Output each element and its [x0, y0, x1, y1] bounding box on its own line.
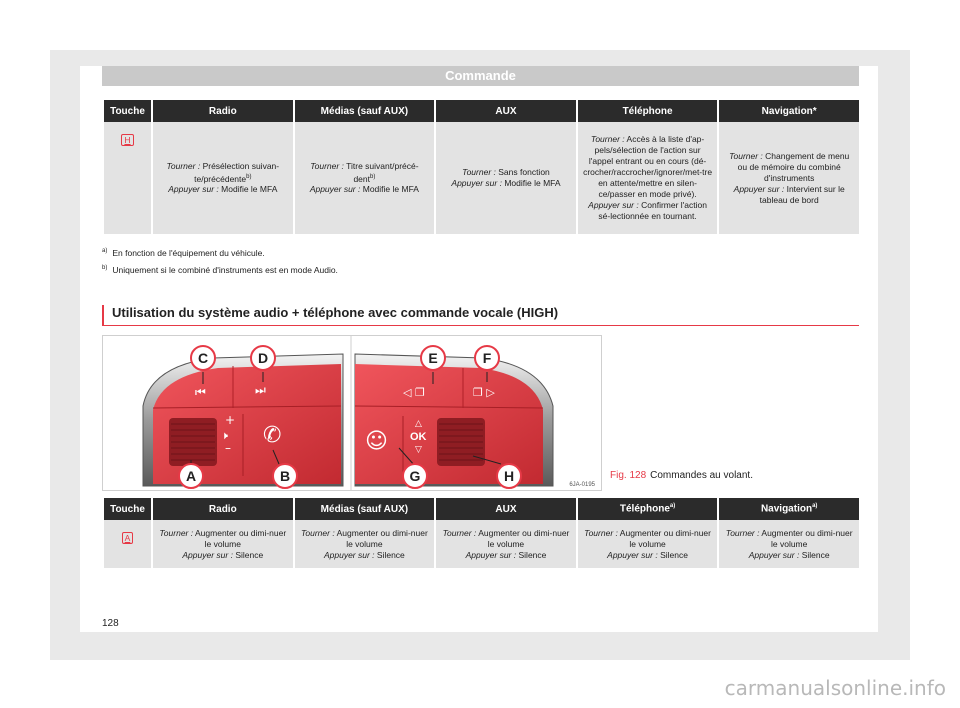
press-text: Silence [660, 549, 688, 560]
turn-text: Augmenter ou dimi-nuer le volume [336, 527, 428, 549]
figure-number: Fig. 128 [610, 470, 647, 481]
press-label: Appuyer sur : [748, 549, 800, 560]
svg-text:E: E [428, 350, 438, 366]
svg-text:F: F [482, 350, 492, 366]
right-control-panel [355, 346, 596, 488]
press-label: Appuyer sur : [451, 178, 502, 188]
press-label: Appuyer sur : [733, 183, 785, 194]
section-title: Utilisation du système audio + téléphone avec commande vocale (HIGH) [102, 305, 859, 326]
col-header-phone: Téléphone [578, 100, 718, 122]
turn-text: Accès à la liste d'ap-pels/sélection de l'action sur l'appel entrant ou en cours (dé-crocher/raccrocher/ignorer/met-tre en attente/mettre en silen-ce/passer en mode privé). [583, 134, 713, 199]
col-header-key: Touche [104, 100, 151, 122]
turn-label: Tourner : [159, 527, 194, 538]
table-header-row [104, 100, 859, 122]
caption-text: Commandes au volant. [650, 470, 753, 481]
radio-cell [153, 122, 293, 234]
table-row [104, 122, 859, 234]
svg-text:B: B [279, 468, 291, 484]
turn-label: Tourner : [310, 160, 344, 171]
turn-text: Titre suivant/précé-dent [346, 160, 419, 184]
press-label: Appuyer sur : [168, 184, 219, 195]
turn-label: Tourner : [729, 150, 763, 161]
table-row [104, 520, 859, 568]
press-text: Confirmer l'action sé-lectionnée en tournant. [598, 200, 707, 221]
col-header-phone: Téléphone$^{a)}$ [578, 498, 718, 520]
figure-caption [610, 470, 753, 481]
figure-code: 6JA-0195 [569, 482, 595, 488]
turn-label: Tourner : [166, 160, 201, 171]
footnotes [102, 248, 338, 282]
turn-text: Augmenter ou dimi-nuer le volume [478, 527, 570, 549]
footnote-text: En fonction de l'équipement du véhicule. [112, 248, 265, 258]
radio-cell [153, 520, 293, 568]
col-header-media: Médias (sauf AUX) [295, 100, 435, 122]
col-header-radio: Radio [153, 100, 293, 122]
callout-label [497, 464, 521, 488]
col-header-nav: Navigation* [719, 100, 859, 122]
down-arrow-icon: ▽ [415, 445, 422, 455]
page-number: 128 [102, 618, 119, 629]
phone-cell [578, 122, 718, 234]
plus-icon: + [225, 413, 236, 427]
mute-icon: 🕨 [221, 429, 228, 442]
press-text: Modifie le MFA [221, 184, 278, 195]
svg-text:A: A [185, 468, 197, 484]
footnote [102, 248, 338, 258]
turn-text: Sans fonction [498, 167, 550, 177]
col-header-media: Médias (sauf AUX) [295, 498, 435, 520]
press-label: Appuyer sur : [588, 200, 639, 210]
turn-label: Tourner : [590, 134, 625, 144]
svg-text:H: H [503, 468, 515, 484]
turn-text: Augmenter ou dimi-nuer le volume [195, 527, 287, 549]
press-text: Silence [376, 549, 405, 560]
press-text: Modifie le MFA [362, 184, 419, 195]
footnote-text: Uniquement si le combiné d'instruments est en mode Audio. [112, 265, 338, 275]
turn-label: Tourner : [442, 527, 477, 538]
col-header-key: Touche [104, 498, 151, 520]
aux-cell [436, 520, 576, 568]
steering-controls-figure [102, 335, 602, 491]
col-header-aux: AUX [436, 100, 576, 122]
callout-label [251, 346, 275, 370]
press-label: Appuyer sur : [323, 549, 375, 560]
nav-cell [719, 520, 859, 568]
col-header-aux: AUX [436, 498, 576, 520]
media-cell [295, 520, 435, 568]
callout-label [421, 346, 445, 370]
ok-label: OK [410, 431, 427, 443]
callout-label [475, 346, 499, 370]
footnote-mark: b) [102, 265, 108, 272]
svg-text:D: D [257, 350, 269, 366]
press-text: Silence [235, 549, 264, 560]
commands-table-1 [102, 100, 861, 234]
press-label: Appuyer sur : [182, 549, 233, 560]
steering-controls-illustration [103, 336, 601, 490]
key-cell [104, 520, 151, 568]
press-label: Appuyer sur : [607, 549, 658, 560]
footnote-mark: a) [102, 248, 108, 255]
col-header-radio: Radio [153, 498, 293, 520]
section-header: Commande [102, 66, 859, 86]
phone-handset-icon: ✆ [263, 423, 282, 448]
menu-right-icon: ❐ ▷ [473, 386, 495, 399]
watermark: carmanualsonline.info [724, 676, 946, 700]
nav-cell [719, 122, 859, 234]
menu-left-icon: ◁ ❐ [403, 386, 425, 399]
callout-label [179, 464, 203, 488]
up-arrow-icon: △ [415, 419, 422, 429]
callout-label [273, 464, 297, 488]
key-label: A [122, 532, 134, 544]
turn-text: Augmenter ou dimi-nuer le volume [619, 527, 711, 549]
media-cell [295, 122, 435, 234]
aux-cell [436, 122, 576, 234]
svg-text:G: G [409, 468, 421, 484]
press-label: Appuyer sur : [465, 549, 517, 560]
turn-text: Présélection suivan-te/précédente [194, 160, 280, 184]
minus-icon: – [225, 441, 231, 455]
key-cell [104, 122, 151, 234]
turn-label: Tourner : [462, 167, 496, 177]
footnote-ref: a) [669, 503, 676, 510]
left-control-panel [103, 336, 349, 490]
footnote-ref: b) [369, 173, 376, 180]
turn-label: Tourner : [300, 527, 335, 538]
svg-text:C: C [197, 350, 209, 366]
press-text: Intervient sur le tableau de bord [759, 183, 845, 205]
footnote-ref: b) [246, 173, 252, 180]
turn-label: Tourner : [725, 527, 760, 538]
footnote [102, 265, 338, 275]
key-label: H [121, 134, 133, 146]
phone-cell [578, 520, 718, 568]
col-header-nav: Navigation$^{a)}$ [719, 498, 859, 520]
callout-label [403, 464, 427, 488]
turn-text: Augmenter ou dimi-nuer le volume [761, 527, 853, 549]
press-text: Silence [801, 549, 830, 560]
callout-label [191, 346, 215, 370]
press-label: Appuyer sur : [309, 184, 361, 195]
commands-table-2 [102, 498, 861, 568]
previous-track-icon: ⏮ [195, 385, 206, 399]
next-track-icon: ⏭ [255, 383, 266, 397]
turn-text: Changement de menu ou de mémoire du combiné d'instruments [737, 150, 850, 183]
press-text: Modifie le MFA [504, 178, 561, 188]
table-header-row [104, 498, 859, 520]
press-text: Silence [518, 549, 547, 560]
turn-label: Tourner : [584, 527, 618, 538]
voice-control-icon: ☺ [365, 429, 388, 454]
footnote-ref: a) [812, 503, 818, 510]
